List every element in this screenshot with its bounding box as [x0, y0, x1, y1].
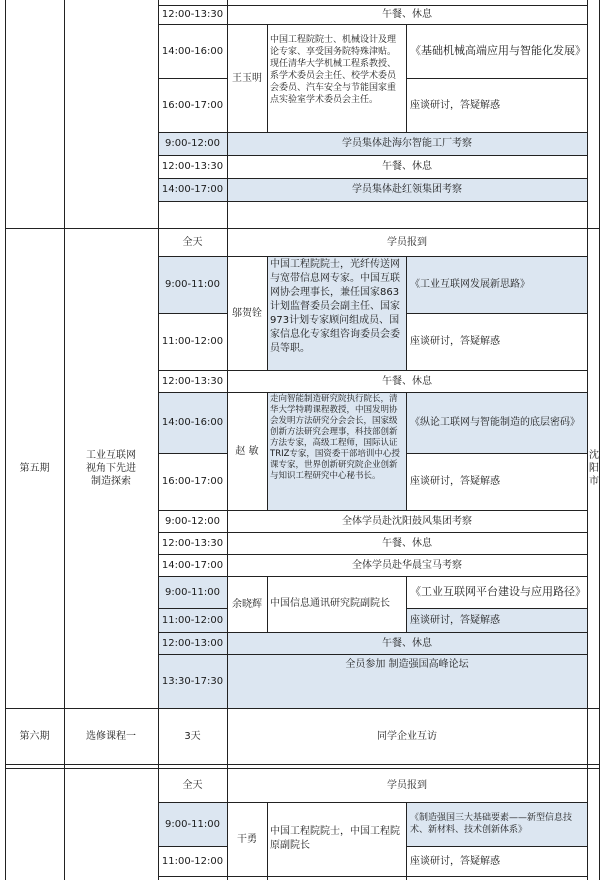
topic-cell: 《工业互联网发展新思路》 [406, 256, 587, 313]
grid-line [158, 24, 587, 25]
grid-line [158, 632, 587, 633]
grid-line [406, 313, 587, 314]
topic-cell: 座谈研讨，答疑解惑 [410, 99, 500, 111]
time-cell: 9:00-11:00 [158, 802, 227, 846]
time-cell: 14:00-16:00 [161, 45, 224, 57]
time-cell: 9:00-11:00 [158, 576, 227, 608]
grid-line [158, 802, 587, 803]
grid-line [587, 0, 588, 880]
grid-line [158, 453, 227, 454]
lecturer-name: 干勇 [237, 833, 257, 845]
topic-cell: 《工业互联网平台建设与应用路径》 [410, 585, 586, 598]
lecturer-bio: 走向智能制造研究院执行院长，清华大学特聘课程教授，中国发明协会发明方法研究分会会长，国家级创新方法研究会理事，科技部创新方法专家，高级工程师，国际认证TRIZ专家，国资委干部培训中心授课专家，世界创新研究院企业创新与知识工程研究中心秘书长。 [267, 392, 406, 510]
content-cell: 学员报到 [387, 236, 427, 248]
period-label: 第五期 [19, 462, 50, 474]
content-cell: 同学企业互访 [377, 730, 437, 742]
topic-cell: 座谈研讨，答疑解惑 [410, 855, 500, 867]
lecturer-name: 赵 敏 [235, 445, 259, 457]
grid-line [406, 802, 407, 880]
grid-line [5, 0, 6, 880]
lecturer-bio: 中国工程院院士、机械设计及理论专家、享受国务院特殊津贴。现任清华大学机械工程系教授、系学术委员会主任、校学术委员会委员、汽车安全与节能国家重点实验室学术委员会主任。 [270, 35, 397, 105]
time-cell: 3天 [184, 730, 201, 742]
grid-line [158, 608, 227, 609]
grid-line [267, 256, 268, 370]
content-cell: 全体学员赴沈阳鼓风集团考察 [342, 515, 472, 527]
grid-line [406, 392, 407, 510]
grid-line [267, 802, 268, 880]
grid-line [158, 846, 227, 847]
grid-line [267, 24, 268, 132]
grid-line [158, 5, 587, 6]
time-cell: 11:00-12:00 [161, 855, 224, 867]
grid-line [158, 313, 227, 314]
content-cell: 全员参加 制造强国高峰论坛 [227, 654, 587, 708]
time-cell: 16:00-17:00 [161, 476, 224, 487]
grid-line [158, 532, 587, 533]
time-cell: 9:00-12:00 [158, 132, 227, 155]
content-cell: 学员集体赴红领集团考察 [227, 178, 587, 201]
grid-line [267, 392, 268, 510]
grid-line [406, 453, 587, 454]
grid-line [64, 0, 65, 880]
topic-cell: 座谈研讨，答疑解惑 [410, 476, 500, 487]
time-cell: 12:00-13:30 [161, 9, 224, 20]
content-cell: 午餐、休息 [382, 9, 432, 20]
lecturer-bio: 中国工程院院士，中国工程院原副院长 [270, 826, 400, 851]
period-label: 第六期 [19, 730, 50, 742]
content-cell: 午餐、休息 [382, 375, 432, 387]
grid-line [5, 228, 600, 229]
grid-line [158, 510, 587, 511]
time-cell: 14:00-17:00 [158, 178, 227, 201]
grid-line [158, 554, 587, 555]
grid-line [158, 654, 587, 655]
time-cell: 16:00-17:00 [161, 99, 224, 111]
time-cell: 13:30-17:30 [158, 654, 227, 708]
content-cell: 学员报到 [387, 779, 427, 791]
grid-line [158, 370, 587, 371]
period-title: 选修课程一 [86, 730, 136, 742]
lecturer-name: 邬贺铨 [232, 307, 262, 319]
period-title: 工业互联网视角下先进制造探索 [86, 449, 136, 487]
lecturer-bio: 中国工程院院士，光纤传送网与宽带信息网专家。中国互联网协会理事长，兼任国家863计划监督委员会副主任、国家973计划专家顾问组成员、国家信息化专家组咨询委员会委员等职。 [267, 256, 406, 370]
content-cell: 全体学员赴华晨宝马考察 [352, 559, 462, 571]
time-cell: 12:00-13:30 [161, 161, 224, 172]
time-cell: 12:00-13:30 [161, 537, 224, 549]
topic-cell: 《纵论工联网与智能制造的底层密码》 [406, 392, 587, 453]
content-cell: 学员集体赴海尔智能工厂考察 [227, 132, 587, 155]
time-cell: 全天 [182, 779, 203, 791]
content-cell: 午餐、休息 [382, 537, 432, 549]
time-cell: 14:00-16:00 [158, 392, 227, 453]
time-cell: 11:00-12:00 [161, 336, 224, 347]
grid-line [158, 576, 587, 577]
time-cell: 12:00-13:30 [161, 375, 224, 387]
grid-line [5, 768, 600, 769]
grid-line [267, 576, 268, 632]
topic-cell: 座谈研讨，答疑解惑 [406, 608, 587, 632]
grid-line [158, 256, 587, 257]
time-cell: 14:00-17:00 [161, 559, 224, 571]
time-cell: 12:00-13:00 [158, 632, 227, 654]
grid-line [158, 155, 587, 156]
grid-line [5, 708, 600, 709]
time-cell: 全天 [182, 236, 203, 248]
lecturer-name: 余晓辉 [232, 598, 262, 610]
grid-line [5, 764, 600, 765]
grid-line [406, 846, 587, 847]
grid-line [158, 201, 587, 202]
time-cell: 9:00-12:00 [165, 515, 220, 527]
grid-line [406, 576, 407, 632]
location-cell: 沈阳市 [589, 449, 599, 487]
lecturer-name: 王玉明 [232, 72, 262, 84]
grid-line [406, 608, 587, 609]
content-cell: 午餐、休息 [227, 632, 587, 654]
topic-cell: 座谈研讨，答疑解惑 [410, 336, 500, 347]
lecturer-bio: 中国信息通讯研究院副院长 [270, 598, 390, 609]
grid-line [158, 876, 587, 877]
grid-line [406, 78, 587, 79]
grid-line [158, 178, 587, 179]
grid-line [158, 132, 587, 133]
topic-cell: 《基础机械高端应用与智能化发展》 [410, 44, 586, 57]
topic-cell: 《制造强国三大基础要素——新型信息技术、新材料、技术创新体系》 [406, 802, 587, 846]
content-cell: 午餐、休息 [382, 161, 432, 172]
grid-line [158, 392, 587, 393]
time-cell: 9:00-11:00 [158, 256, 227, 313]
grid-line [158, 78, 227, 79]
time-cell: 11:00-12:00 [158, 608, 227, 632]
